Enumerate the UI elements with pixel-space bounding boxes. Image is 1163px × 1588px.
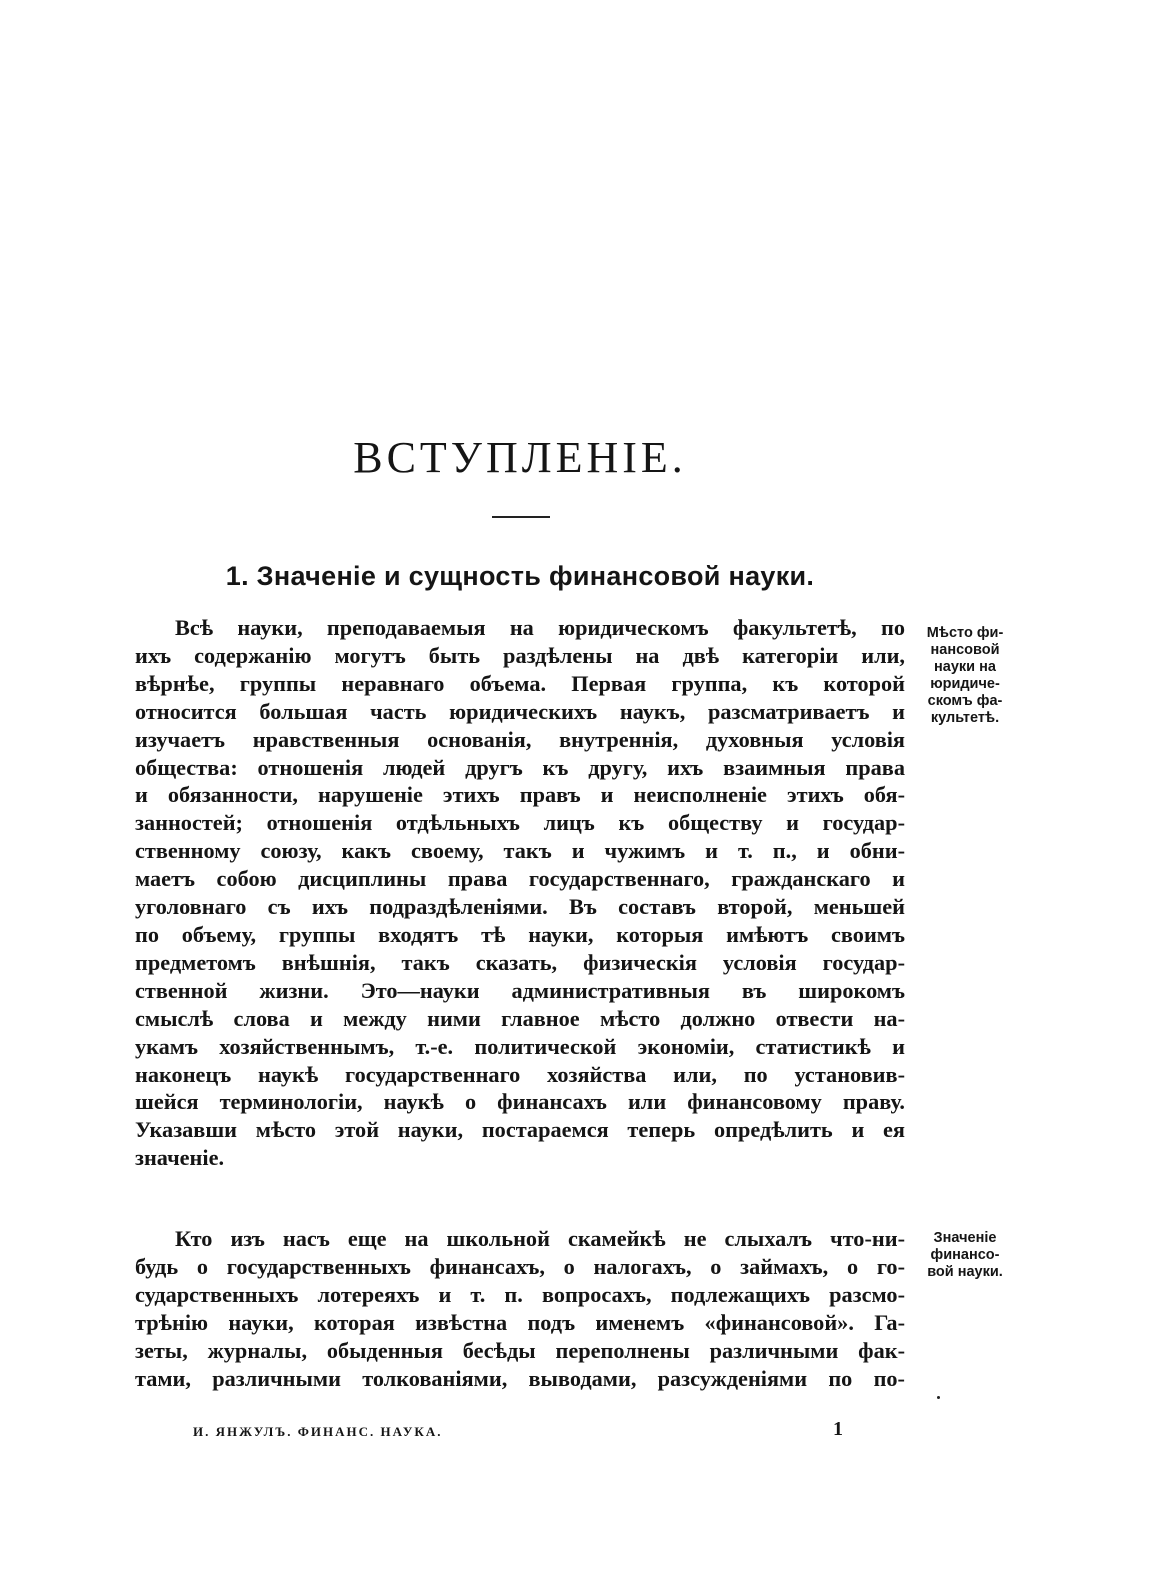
text-line: уголовнаго съ ихъ подраздѣленіями. Въ составъ второй, меньшей [135, 894, 905, 920]
text-line: ственному союзу, какъ своему, такъ и чужимъ и т. п., и обни- [135, 838, 905, 864]
text-line: Указавши мѣсто этой науки, постараемся теперь опредѣлить и ея [135, 1117, 905, 1143]
text-line: наконецъ наукѣ государственнаго хозяйства или, по установив- [135, 1061, 905, 1087]
chapter-title: ВСТУПЛЕНІЕ. [353, 433, 687, 482]
page-number: 1 [833, 1418, 843, 1440]
margin-note-place-of-science [911, 625, 1019, 727]
text-line: по объему, группы входятъ тѣ науки, которыя имѣютъ своимъ [135, 921, 905, 947]
text-line: зеты, журналы, обыденныя бесѣды переполнены различными фак- [135, 1337, 905, 1363]
margin-note-significance [911, 1230, 1019, 1281]
text-line: занностей; отношенія отдѣльныхъ лицъ къ обществу и государ- [135, 810, 905, 836]
text-line: Кто изъ насъ еще на школьной скамейкѣ не слыхалъ что-ни- [175, 1226, 905, 1251]
ink-speck [937, 1396, 940, 1399]
margin-note-line: Мѣсто фи- [926, 625, 1004, 641]
text-line: вѣрнѣе, группы неравнаго объема. Первая группа, къ которой [135, 670, 905, 696]
margin-note-line: нансовой [930, 642, 1000, 658]
margin-note-line: вой науки. [927, 1264, 1003, 1280]
margin-note-line: науки на [934, 659, 996, 675]
text-line: будь о государственныхъ финансахъ, о налогахъ, о займахъ, о го- [135, 1253, 905, 1279]
text-line: ихъ содержанію могутъ быть раздѣлены на двѣ категоріи или, [135, 642, 905, 668]
margin-note-line: финансо- [930, 1247, 1000, 1263]
text-line: укамъ хозяйственнымъ, т.-е. политической экономіи, статистикѣ и [135, 1033, 905, 1059]
text-line: шейся терминологіи, наукѣ о финансахъ или финансовому праву. [135, 1089, 905, 1115]
text-line: общества: отношенія людей другъ къ другу, ихъ взаимныя права [135, 754, 905, 780]
text-line: и обязанности, нарушеніе этихъ правъ и неисполненіе этихъ обя- [135, 782, 905, 808]
margin-note-line: Значеніе [933, 1230, 997, 1246]
text-line: тами, различными толкованіями, выводами, разсужденіями по по- [135, 1365, 905, 1391]
paragraph-1 [135, 614, 905, 1172]
margin-note-line: юридиче- [930, 676, 1000, 692]
text-line: значеніе. [135, 1145, 225, 1171]
text-line: трѣнію науки, которая извѣстна подъ именемъ «финансовой». Га- [135, 1309, 905, 1335]
text-line: предметомъ внѣшнія, такъ сказать, физическія условія государ- [135, 949, 905, 975]
paragraph-2 [135, 1225, 905, 1392]
text-line: ственной жизни. Это—науки административныя въ широкомъ [135, 977, 905, 1003]
title-rule [492, 516, 550, 518]
text-line: Всѣ науки, преподаваемыя на юридическомъ факультетѣ, по [175, 615, 905, 640]
text-line: изучаетъ нравственныя основанія, внутреннія, духовныя условія [135, 726, 905, 752]
footer-signature: И. ЯНЖУЛЪ. ФИНАНС. НАУКА. [193, 1424, 443, 1439]
margin-note-line: скомъ фа- [927, 693, 1003, 709]
text-line: маетъ собою дисциплины права государственнаго, гражданскаго и [135, 866, 905, 892]
section-title: 1. Значеніе и сущность финансовой науки. [225, 561, 815, 591]
margin-note-line: культетѣ. [930, 710, 1000, 726]
text-line: сударственныхъ лотереяхъ и т. п. вопросахъ, подлежащихъ разсмо- [135, 1281, 905, 1307]
text-line: относится большая часть юридическихъ наукъ, разсматриваетъ и [135, 698, 905, 724]
text-line: смыслѣ слова и между ними главное мѣсто должно отвести на- [135, 1005, 905, 1031]
